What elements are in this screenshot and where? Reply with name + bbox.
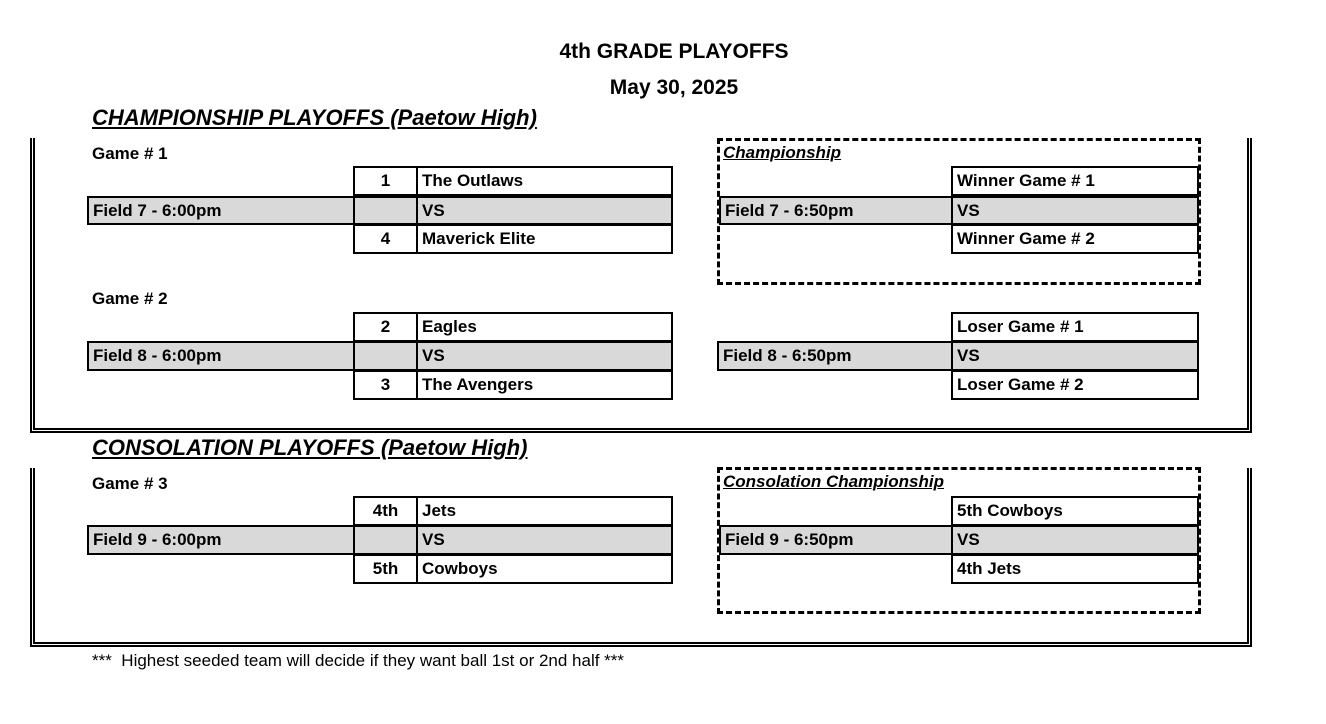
consolation-section-title: CONSOLATION PLAYOFFS (Paetow High) [92, 435, 528, 460]
game3-team-top: Jets [416, 496, 673, 526]
third-field: Field 8 - 6:50pm [717, 341, 953, 371]
game1-seed-bottom: 4 [353, 224, 418, 254]
game2-seed-bottom: 3 [353, 370, 418, 400]
final-team-top: Winner Game # 1 [951, 166, 1199, 196]
game1-team-top: The Outlaws [416, 166, 673, 196]
cons-final-field: Field 9 - 6:50pm [719, 525, 953, 555]
game1-seed-blank [353, 196, 418, 225]
final-field: Field 7 - 6:50pm [719, 196, 953, 225]
footnote: *** Highest seeded team will decide if they want ball 1st or 2nd half *** [92, 651, 625, 670]
game1-field: Field 7 - 6:00pm [87, 196, 355, 225]
game2-team-bottom: The Avengers [416, 370, 673, 400]
cons-final-vs: VS [951, 525, 1199, 555]
game3-vs: VS [416, 525, 673, 555]
game2-seed-top: 2 [353, 312, 418, 342]
game3-label: Game # 3 [92, 474, 168, 493]
game3-seed-bottom: 5th [353, 554, 418, 584]
game3-field: Field 9 - 6:00pm [87, 525, 355, 555]
game1-label: Game # 1 [92, 144, 168, 163]
game2-field: Field 8 - 6:00pm [87, 341, 355, 371]
third-vs: VS [951, 341, 1199, 371]
game3-team-bottom: Cowboys [416, 554, 673, 584]
game2-vs: VS [416, 341, 673, 371]
game1-seed-top: 1 [353, 166, 418, 196]
game2-label: Game # 2 [92, 289, 168, 308]
final-team-bottom: Winner Game # 2 [951, 224, 1199, 254]
game3-seed-top: 4th [353, 496, 418, 526]
game1-team-bottom: Maverick Elite [416, 224, 673, 254]
third-team-top: Loser Game # 1 [951, 312, 1199, 342]
game2-team-top: Eagles [416, 312, 673, 342]
game3-seed-blank [353, 525, 418, 555]
game1-vs: VS [416, 196, 673, 225]
page-title: 4th GRADE PLAYOFFS [559, 40, 789, 63]
event-date: May 30, 2025 [609, 76, 739, 99]
consolation-final-label: Consolation Championship [723, 472, 944, 491]
championship-section-title: CHAMPIONSHIP PLAYOFFS (Paetow High) [92, 105, 537, 130]
cons-final-team-bottom: 4th Jets [951, 554, 1199, 584]
game2-seed-blank [353, 341, 418, 371]
cons-final-team-top: 5th Cowboys [951, 496, 1199, 526]
championship-final-label: Championship [723, 143, 842, 162]
final-vs: VS [951, 196, 1199, 225]
third-team-bottom: Loser Game # 2 [951, 370, 1199, 400]
